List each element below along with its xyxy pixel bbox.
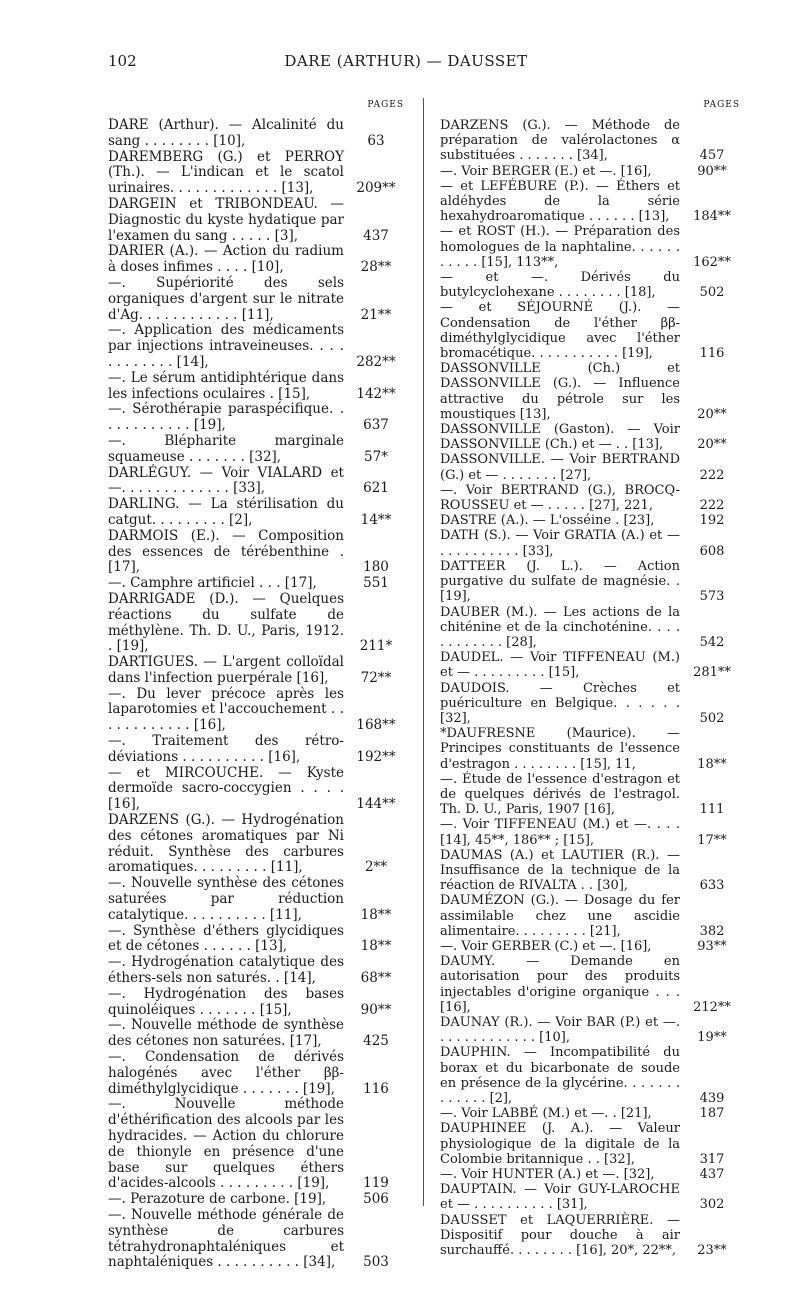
- index-entry: [440, 605, 740, 651]
- entry-text: — et SÉJOURNÉ (J.). — Condensation de l'éther ββ-diméthylglycidique avec l'éther bromacétique. . . . . . . . . . . [19],: [440, 300, 680, 362]
- index-entry: [440, 772, 740, 818]
- entry-text: DARLÉGUY. — Voir VIALARD et —. . . . . . . . . . . . . [33],: [108, 464, 344, 497]
- entry-text: DAUBER (M.). — Les actions de la chiténine et de la cinchoténine. . . . . . . . . . . . [28],: [440, 604, 680, 650]
- entry-text: DARLING. — La stérilisation du catgut. . . . . . . . . [2],: [108, 496, 344, 528]
- entry-page-ref: 608: [699, 543, 725, 559]
- entry-page-ref: 317: [699, 1151, 725, 1167]
- entry-page-ref: 93**: [697, 938, 727, 954]
- entry-text: DAREMBERG (G.) et PERROY (Th.). — L'indican et le scatol urinaires. . . . . . . . . . . . . [13],: [108, 148, 344, 197]
- entry-text: DARE (Arthur). — Alcalinité du sang . . . . . . . . [10],: [108, 117, 344, 149]
- index-entry: [440, 893, 740, 939]
- entry-page-ref: 502: [699, 285, 725, 301]
- entry-text: —. Blépharite marginale squameuse . . . . . . . [32],: [108, 432, 344, 465]
- entry-text: DARZENS (G.). — Hydrogénation des cétones aromatiques par Ni réduit. Synthèse des carbures aromatiques. . . . . . . . . [11],: [108, 812, 344, 876]
- entry-text: —. Étude de l'essence d'estragon et de quelques dérivés de l'estragol. Th. D. U., Paris, 1907 [16],: [440, 771, 680, 818]
- entry-page-ref: 637: [363, 417, 389, 434]
- index-entry: [440, 179, 740, 225]
- index-entry: [108, 876, 404, 923]
- index-entry: [440, 452, 740, 482]
- index-entry: [440, 817, 740, 847]
- entry-page-ref: 23**: [697, 1243, 727, 1259]
- entry-page-ref: 18**: [360, 938, 392, 955]
- entry-page-ref: 437: [363, 227, 389, 244]
- entry-page-ref: 111: [699, 802, 725, 818]
- entry-page-ref: 119: [363, 1175, 389, 1192]
- entry-text: DASSONVILLE (Gaston). — Voir DASSONVILLE (Ch.) et — . . [13],: [440, 422, 680, 453]
- index-entry: [108, 813, 404, 876]
- entry-page-ref: 144**: [356, 796, 396, 813]
- entry-page-ref: 21**: [360, 306, 392, 323]
- entry-text: —. Voir HUNTER (A.) et —. [32],: [440, 1167, 655, 1183]
- entry-page-ref: 212**: [693, 999, 731, 1015]
- entry-text: DASTRE (A.). — L'osséine . [23],: [440, 513, 655, 529]
- entry-text: DAUDEL. — Voir TIFFENEAU (M.) et — . . . . . . . . . [15],: [440, 650, 680, 681]
- index-entry: [108, 1208, 404, 1271]
- entry-page-ref: 503: [363, 1254, 389, 1271]
- index-entry: [440, 528, 740, 558]
- entry-page-ref: 542: [699, 634, 725, 650]
- entry-text: DAUNAY (R.). — Voir BAR (P.) et —. . . . . . . . . . . . . [10],: [440, 1014, 680, 1046]
- entry-text: DARZENS (G.). — Méthode de préparation de valérolactones α substituées . . . . . . . [34],: [440, 118, 680, 164]
- entry-page-ref: 551: [363, 575, 389, 592]
- index-entry: [108, 734, 404, 766]
- entry-page-ref: 57*: [364, 448, 388, 465]
- index-entry: [108, 402, 404, 434]
- entry-page-ref: 573: [699, 589, 725, 605]
- entry-page-ref: 621: [363, 480, 389, 497]
- entry-text: *DAUFRESNE (Maurice). — Principes constituants de l'essence d'estragon . . . . . . . . [15], 11,: [440, 726, 680, 772]
- index-entry: [108, 576, 404, 592]
- entry-text: —. Synthèse d'éthers glycidiques et de cétones . . . . . . [13],: [108, 922, 344, 955]
- entry-text: —. Nouvelle méthode d'éthérification des alcools par les hydracides. — Action du chlorure de thionyle en présence d'une base sur quelques éthers d'acides-alcools . . . . . . . . . [19],: [108, 1096, 344, 1192]
- entry-page-ref: 281**: [693, 665, 731, 681]
- entry-page-ref: 17**: [697, 832, 727, 848]
- entry-page-ref: 633: [699, 878, 725, 894]
- running-head: DARE (ARTHUR) — DAUSSET: [284, 52, 528, 70]
- entry-text: DARMOIS (E.). — Composition des essences de térébenthine . [17],: [108, 527, 344, 576]
- entry-text: —. Nouvelle synthèse des cétones saturées par réduction catalytique. . . . . . . . . . [11],: [108, 875, 344, 923]
- entry-page-ref: 439: [699, 1091, 725, 1106]
- index-entry: [440, 1167, 740, 1182]
- entry-page-ref: 209**: [356, 180, 396, 197]
- entry-page-ref: 457: [699, 148, 725, 164]
- entry-text: —. Application des médicaments par injections intraveineuses. . . . . . . . . . . . [14],: [108, 322, 344, 370]
- entry-page-ref: 20**: [697, 437, 727, 453]
- index-entry: [108, 434, 404, 466]
- index-entry: [440, 1182, 740, 1212]
- entry-page-ref: 28**: [360, 259, 392, 276]
- index-entry: [440, 939, 740, 954]
- entry-page-ref: 116: [363, 1080, 389, 1097]
- entry-text: DARIER (A.). — Action du radium à doses infimes . . . . [10],: [108, 243, 344, 276]
- entry-page-ref: 20**: [697, 406, 727, 422]
- entry-page-ref: 382: [699, 923, 725, 939]
- entry-text: —. Sérothérapie paraspécifique. . . . . . . . . . . . [19],: [108, 401, 344, 434]
- entry-page-ref: 302: [699, 1197, 725, 1213]
- index-entry: [440, 681, 740, 727]
- entry-page-ref: 211*: [359, 638, 393, 655]
- index-entry: [108, 497, 404, 529]
- index-entry: [108, 1097, 404, 1192]
- entry-page-ref: 192: [699, 513, 725, 529]
- page-number: 102: [108, 52, 137, 70]
- index-entry: [440, 1106, 740, 1121]
- entry-page-ref: 18**: [697, 756, 727, 772]
- entry-text: —. Voir GERBER (C.) et —. [16],: [440, 938, 652, 954]
- entry-text: DAUDOIS. — Crèches et puériculture en Belgique. . . . . . [32],: [440, 680, 680, 726]
- index-entry: [108, 592, 404, 655]
- index-entry: [108, 276, 404, 323]
- entry-page-ref: 142**: [356, 385, 396, 402]
- index-entry: [108, 766, 404, 813]
- entry-text: —. Condensation de dérivés halogénés avec l'éther ββ-diméthylglycidique . . . . . . . [19],: [108, 1049, 344, 1097]
- entry-text: DAUMY. — Demande en autorisation pour des produits injectables d'origine organique . . . [16],: [440, 954, 680, 1015]
- entry-text: —. Du lever précoce après les laparotomies et l'accouchement . . . . . . . . . . . . [16],: [108, 685, 344, 734]
- entry-page-ref: 192**: [356, 748, 396, 765]
- entry-page-ref: 19**: [697, 1030, 727, 1046]
- entry-page-ref: 18**: [360, 906, 392, 923]
- entry-page-ref: 437: [699, 1167, 725, 1183]
- entry-page-ref: 168**: [356, 717, 396, 734]
- entry-page-ref: 222: [699, 498, 725, 514]
- index-entry: [440, 1213, 740, 1259]
- pages-column-label: PAGES: [367, 100, 404, 110]
- index-entry: [108, 687, 404, 734]
- entry-text: DARGEIN et TRIBONDEAU. — Diagnostic du kyste hydatique par l'examen du sang . . . . . [3],: [108, 195, 344, 244]
- entry-text: DASSONVILLE. — Voir BERTRAND (G.) et — . . . . . . . [27],: [440, 452, 680, 483]
- index-entry: [440, 270, 740, 300]
- entry-page-ref: 222: [699, 467, 725, 483]
- entry-text: DAUPHIN. — Incompatibilité du borax et du bicarbonate de soude en présence de la glycérine. . . . . . . . . . . . . [2],: [440, 1045, 680, 1106]
- index-entry: [108, 118, 404, 150]
- index-entry: [108, 323, 404, 370]
- index-entry: [440, 422, 740, 452]
- index-entry: [108, 371, 404, 403]
- entry-page-ref: 90**: [360, 1001, 392, 1018]
- entry-page-ref: 425: [363, 1033, 389, 1050]
- entry-text: DAUPTAIN. — Voir GUY-LAROCHE et — . . . . . . . . . . [31],: [440, 1182, 680, 1213]
- entry-text: DAUPHINEE (J. A.). — Valeur physiologique de la digitale de la Colombie britannique . . [32],: [440, 1121, 680, 1167]
- entry-text: —. Camphre artificiel . . . [17],: [108, 575, 317, 592]
- entry-text: —. Le sérum antidiphtérique dans les infections oculaires . [15],: [108, 369, 344, 402]
- index-entry: [440, 513, 740, 528]
- entry-text: —. Nouvelle méthode de synthèse des cétones non saturées. [17],: [108, 1017, 344, 1050]
- index-entry: [440, 1045, 740, 1106]
- index-entry: [108, 466, 404, 498]
- entry-text: —. Voir TIFFENEAU (M.) et —. . . . [14], 45**, 186** ; [15],: [440, 817, 680, 848]
- entry-text: —. Perazoture de carbone. [19],: [108, 1191, 327, 1208]
- entry-text: DASSONVILLE (Ch.) et DASSONVILLE (G.). — Influence attractive du pétrole sur les moustiques [13],: [440, 361, 680, 422]
- entry-text: DARRIGADE (D.). — Quelques réactions du sulfate de méthylène. Th. D. U., Paris, 1912. . [19],: [108, 590, 344, 655]
- entry-text: — et ROST (H.). — Préparation des homologues de la naphtaline. . . . . . . . . . . [15], 113**,: [440, 224, 680, 270]
- index-entry: [108, 987, 404, 1019]
- index-entry: [440, 118, 740, 164]
- entry-page-ref: 116: [699, 346, 725, 362]
- entry-text: DAUSSET et LAQUERRIÈRE. — Dispositif pour douche à air surchauffé. . . . . . . . [16], 20*, 22**,: [440, 1212, 680, 1259]
- entry-page-ref: 14**: [360, 511, 392, 528]
- entry-text: —. Nouvelle méthode générale de synthèse de carbures tétrahydronaphtaléniques et naphtaléniques . . . . . . . . . . [34],: [108, 1206, 344, 1271]
- entry-page-ref: 162**: [693, 254, 731, 270]
- entry-page-ref: 2**: [364, 859, 388, 876]
- entry-page-ref: 187: [699, 1106, 725, 1122]
- index-entry: [440, 1015, 740, 1045]
- index-entry: [440, 848, 740, 894]
- entry-text: —. Supériorité des sels organiques d'argent sur le nitrate d'Ag. . . . . . . . . . . . [11],: [108, 274, 344, 323]
- entry-page-ref: 90**: [697, 163, 727, 179]
- index-entry: [108, 1192, 404, 1208]
- index-entry: [108, 529, 404, 576]
- entry-text: —. Voir BERGER (E.) et —. [16],: [440, 163, 652, 179]
- index-entry: [440, 726, 740, 772]
- entry-text: DAUMAS (A.) et LAUTIER (R.). — Insuffisance de la technique de la réaction de RIVALTA . . [30],: [440, 847, 680, 894]
- entry-text: —. Hydrogénation des bases quinoléiques . . . . . . . [15],: [108, 985, 344, 1018]
- index-entry: [440, 954, 740, 1015]
- index-entry: [108, 150, 404, 197]
- index-entry: [440, 164, 740, 179]
- index-entry: [440, 224, 740, 270]
- entry-page-ref: 72**: [360, 669, 392, 686]
- index-entry: [108, 1050, 404, 1097]
- entry-text: — et MIRCOUCHE. — Kyste dermoïde sacro-coccygien . . . . [16],: [108, 764, 344, 813]
- index-column-left: [108, 100, 404, 1271]
- column-divider: [423, 98, 424, 1206]
- index-entry: [108, 924, 404, 956]
- entry-page-ref: 180: [363, 559, 389, 576]
- index-entry: [108, 955, 404, 987]
- entry-page-ref: 63: [367, 132, 385, 149]
- index-entry: [440, 300, 740, 361]
- index-entry: [440, 1121, 740, 1167]
- entry-page-ref: 282**: [356, 353, 396, 370]
- index-entry: [440, 361, 740, 422]
- pages-column-label: PAGES: [703, 100, 740, 110]
- index-entry: [108, 244, 404, 276]
- entry-text: —. Voir BERTRAND (G.), BROCQ-ROUSSEU et — . . . . . [27], 221,: [440, 482, 680, 514]
- index-entry: [108, 1018, 404, 1050]
- entry-text: —. Voir LABBÉ (M.) et —. . [21],: [440, 1106, 652, 1122]
- entry-page-ref: 502: [699, 710, 725, 726]
- entry-text: —. Traitement des rétro-déviations . . . . . . . . . . [16],: [108, 733, 344, 765]
- index-entry: [440, 483, 740, 513]
- entry-text: — et —. Dérivés du butylcyclohexane . . . . . . . . [18],: [440, 270, 680, 301]
- entry-text: DATH (S.). — Voir GRATIA (A.) et — . . . . . . . . . . [33],: [440, 528, 680, 559]
- entry-text: DAUMÉZON (G.). — Dosage du fer assimilable chez une ascidie alimentaire. . . . . . . . . [21],: [440, 893, 680, 939]
- index-column-right: [440, 100, 740, 1258]
- entry-text: —. Hydrogénation catalytique des éthers-sels non saturés. . [14],: [108, 954, 344, 987]
- entry-text: DARTIGUES. — L'argent colloïdal dans l'infection puerpérale [16],: [108, 654, 344, 686]
- entry-text: DATTEER (J. L.). — Action purgative du sulfate de magnésie. . [19],: [440, 558, 680, 605]
- index-entry: [108, 655, 404, 687]
- entry-page-ref: 68**: [360, 970, 392, 987]
- entry-page-ref: 506: [363, 1191, 389, 1208]
- entry-text: — et LEFÉBURE (P.). — Éthers et aldéhydes de la série hexahydroaromatique . . . . . . [13],: [440, 178, 680, 225]
- page-header: [108, 52, 704, 80]
- index-entry: [440, 559, 740, 605]
- index-entry: [108, 197, 404, 244]
- index-entry: [440, 650, 740, 680]
- entry-page-ref: 184**: [693, 209, 731, 225]
